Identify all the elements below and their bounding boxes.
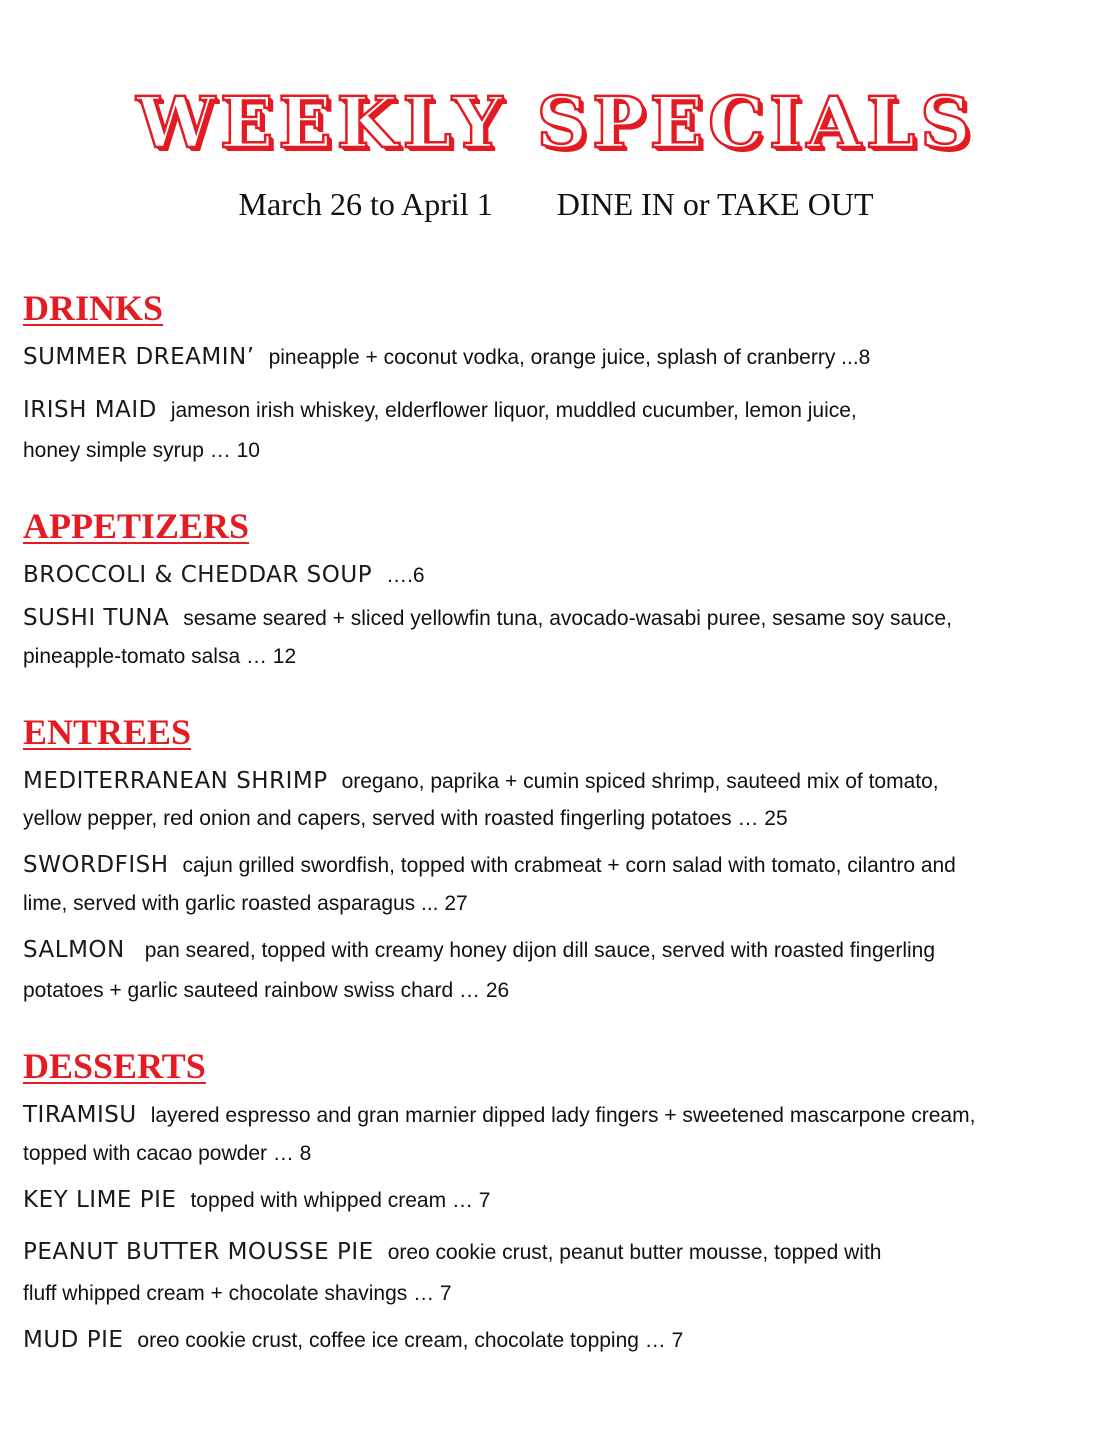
item-description: cajun grilled swordfish, topped with crabmeat + corn salad with tomato, cilantro and bbox=[182, 854, 956, 877]
menu-item-key-lime-pie bbox=[23, 1189, 490, 1212]
date-range: March 26 to April 1 bbox=[238, 186, 493, 222]
item-name: SUSHI TUNA bbox=[23, 605, 170, 631]
item-description: topped with whipped cream … 7 bbox=[190, 1189, 491, 1212]
item-name: MEDITERRANEAN SHRIMP bbox=[23, 768, 328, 794]
section-heading-entrees: ENTREES bbox=[23, 712, 192, 752]
service-options: DINE IN or TAKE OUT bbox=[556, 186, 874, 222]
section-heading-appetizers: APPETIZERS bbox=[23, 506, 250, 546]
item-description: sesame seared + sliced yellowfin tuna, avocado-wasabi puree, sesame soy sauce, bbox=[183, 607, 952, 630]
menu-item-swordfish bbox=[23, 854, 956, 877]
menu-item-tiramisu-cont bbox=[23, 1143, 311, 1164]
item-name: KEY LIME PIE bbox=[23, 1187, 177, 1213]
menu-item-mediterranean-shrimp bbox=[23, 770, 939, 793]
item-description: pineapple + coconut vodka, orange juice, splash of cranberry ...8 bbox=[268, 346, 871, 369]
item-description-cont: yellow pepper, red onion and capers, served with roasted fingerling potatoes … 25 bbox=[23, 807, 788, 830]
item-name: IRISH MAID bbox=[23, 397, 157, 423]
menu-item-peanut-butter-mousse-pie-cont bbox=[23, 1283, 452, 1304]
item-description-cont: fluff whipped cream + chocolate shavings … 7 bbox=[23, 1282, 452, 1305]
menu-item-swordfish-cont bbox=[23, 893, 468, 914]
menu-item-mud-pie bbox=[23, 1329, 683, 1352]
item-name: TIRAMISU bbox=[23, 1102, 137, 1128]
item-description: jameson irish whiskey, elderflower liquor, muddled cucumber, lemon juice, bbox=[170, 399, 857, 422]
item-description-cont: topped with cacao powder … 8 bbox=[23, 1142, 312, 1165]
item-name: SALMON bbox=[23, 937, 125, 963]
date-service-line bbox=[0, 187, 1112, 222]
item-name: BROCCOLI & CHEDDAR SOUP bbox=[23, 562, 373, 588]
item-description-cont: pineapple-tomato salsa … 12 bbox=[23, 645, 297, 668]
menu-item-salmon-cont bbox=[23, 980, 509, 1001]
item-name: SWORDFISH bbox=[23, 852, 169, 878]
menu-item-sushi-tuna-cont bbox=[23, 646, 296, 667]
item-name: PEANUT BUTTER MOUSSE PIE bbox=[23, 1239, 374, 1265]
menu-item-irish-maid bbox=[23, 399, 857, 422]
item-description-cont: honey simple syrup … 10 bbox=[23, 439, 260, 462]
item-description: oregano, paprika + cumin spiced shrimp, sauteed mix of tomato, bbox=[341, 770, 939, 793]
item-name: SUMMER DREAMIN’ bbox=[23, 344, 255, 370]
item-description: oreo cookie crust, peanut butter mousse, topped with bbox=[387, 1241, 882, 1264]
item-description: oreo cookie crust, coffee ice cream, chocolate topping … 7 bbox=[137, 1329, 684, 1352]
page-title: WEEKLY SPECIALS bbox=[136, 81, 976, 164]
menu-item-tiramisu bbox=[23, 1104, 975, 1127]
item-name: MUD PIE bbox=[23, 1327, 124, 1353]
item-price: ….6 bbox=[386, 564, 425, 587]
item-description-cont: potatoes + garlic sauteed rainbow swiss chard … 26 bbox=[23, 979, 510, 1002]
menu-item-broccoli-cheddar-soup bbox=[23, 564, 425, 587]
menu-item-irish-maid-cont bbox=[23, 440, 260, 461]
menu-item-peanut-butter-mousse-pie bbox=[23, 1241, 881, 1264]
section-heading-desserts: DESSERTS bbox=[23, 1046, 206, 1086]
item-description: pan seared, topped with creamy honey dijon dill sauce, served with roasted fingerling bbox=[144, 939, 936, 962]
menu-item-sushi-tuna bbox=[23, 607, 952, 630]
item-description-cont: lime, served with garlic roasted asparagus ... 27 bbox=[23, 892, 468, 915]
section-heading-drinks: DRINKS bbox=[23, 288, 164, 328]
menu-item-summer-dreamin bbox=[23, 346, 870, 369]
item-description: layered espresso and gran marnier dipped lady fingers + sweetened mascarpone cream, bbox=[150, 1104, 976, 1127]
menu-item-salmon bbox=[23, 939, 935, 962]
menu-item-mediterranean-shrimp-cont bbox=[23, 808, 788, 829]
